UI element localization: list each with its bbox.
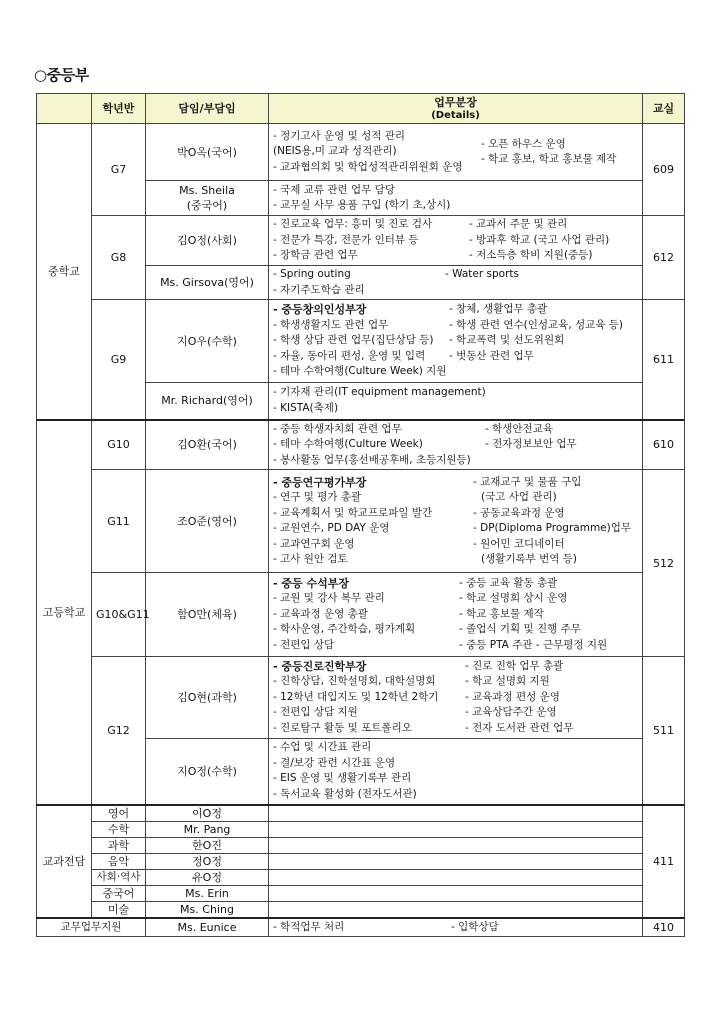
- subject-cell: 음악: [92, 853, 146, 869]
- duty-line: - 중등 PTA 주관 - 근무평정 지원: [459, 638, 608, 651]
- duty-line: - Water sports: [445, 268, 519, 280]
- duty-line-head: - 중등 수석부장: [273, 576, 349, 590]
- duty-line: - 고사 원안 검토: [273, 553, 348, 565]
- grade-cell: G11: [92, 470, 146, 573]
- duty-line: - 전편입 상담: [273, 638, 335, 651]
- duty-cell: [269, 885, 643, 901]
- duty-line: - 진로탐구 활동 및 포트폴리오: [273, 721, 412, 734]
- subject-cell: 영어: [92, 805, 146, 822]
- duty-line: - 교원연수, PD DAY 운영: [273, 522, 390, 534]
- duty-line: - 기자재 관리(IT equipment management): [273, 386, 486, 399]
- duty-line: - 테마 수학여행(Culture Week) 지원: [273, 365, 447, 378]
- table-row: [37, 869, 685, 885]
- teacher-cell: [146, 181, 269, 216]
- duty-line: - 학적업무 처리: [273, 920, 345, 933]
- duty-cell: [269, 383, 643, 420]
- duty-line: - 학생 관련 연수(인성교육, 성교육 등): [449, 318, 624, 331]
- duty-cell: [269, 837, 643, 853]
- subject-cell: 과학: [92, 837, 146, 853]
- teacher-cell: 김O환(국어): [146, 420, 269, 470]
- table-row: [37, 918, 685, 937]
- table-header-row: [37, 94, 685, 124]
- duty-line: - 수업 및 시간표 관리: [273, 741, 372, 754]
- room-cell: 411: [643, 805, 685, 918]
- room-cell: 612: [643, 216, 685, 300]
- duty-cell: [269, 573, 643, 657]
- header-blank: [37, 94, 92, 124]
- duty-line: - 국제 교류 관련 업무 담당: [273, 183, 395, 196]
- grade-cell: G7: [92, 124, 146, 216]
- duty-line: - 학생 상담 관련 업무(집단상담 등): [273, 334, 434, 347]
- table-row: [37, 420, 685, 470]
- duty-cell: [269, 805, 643, 822]
- room-cell: 410: [643, 918, 685, 937]
- header-teacher: 담임/부담임: [146, 94, 269, 124]
- duty-cell: [269, 869, 643, 885]
- teacher-cell: 조O준(영어): [146, 470, 269, 573]
- grade-cell: G9: [92, 300, 146, 420]
- duty-line: - 입학상담: [451, 920, 499, 933]
- duty-line: - Spring outing: [273, 268, 351, 280]
- duty-line: (생활기록부 번역 등): [481, 553, 578, 565]
- duty-line: - 전문가 특강, 전문가 인터뷰 등: [273, 233, 419, 246]
- teacher-subject: (중국어): [186, 199, 228, 212]
- duty-line: (NEIS용,미 교과 성적관리): [273, 145, 397, 158]
- duty-line: - 교육과정 운영 총괄: [273, 607, 368, 620]
- grade-cell: G10: [92, 420, 146, 470]
- teacher-cell: Ms. Girsova(영어): [146, 266, 269, 300]
- duty-line: - DP(Diploma Programme)업무: [473, 522, 632, 534]
- duty-line: - 학생안전교육: [485, 422, 553, 435]
- duty-line: - 전자정보보안 업무: [485, 438, 577, 450]
- table-row: [37, 837, 685, 853]
- table-row: [37, 573, 685, 657]
- duty-line: - 저소득층 학비 지원(중등): [469, 249, 593, 262]
- teacher-cell: 김O정(사회): [146, 216, 269, 266]
- duty-line-head: - 중등진로진학부장: [273, 659, 367, 673]
- duty-cell: [269, 739, 643, 805]
- duty-line: - 오픈 하우스 운영: [481, 137, 566, 150]
- table-row: [37, 821, 685, 837]
- room-cell: 512: [643, 470, 685, 657]
- header-duty-main: 업무분장: [434, 96, 477, 109]
- org-table: [36, 93, 685, 937]
- duty-line: - 벗동산 관련 업무: [449, 349, 534, 362]
- header-duty-sub: (Details): [431, 110, 480, 121]
- section-middle: 중학교: [37, 124, 92, 420]
- teacher-name: Ms. Sheila: [179, 184, 235, 197]
- duty-line: - 학교폭력 및 선도위원회: [449, 334, 565, 347]
- duty-cell: [269, 821, 643, 837]
- header-grade: 학년반: [92, 94, 146, 124]
- subject-cell: 사회·역사: [92, 869, 146, 885]
- duty-cell: [269, 420, 643, 470]
- duty-line: - 교과연구회 운영: [273, 537, 355, 550]
- duty-line: - 학사운영, 주간학습, 평가계획: [273, 623, 416, 636]
- teacher-cell: Ms. Eunice: [146, 918, 269, 937]
- duty-cell: [269, 124, 643, 181]
- teacher-cell: 박O옥(국어): [146, 124, 269, 181]
- teacher-cell: 함O만(체육): [146, 573, 269, 657]
- duty-line: - 자율, 동아리 편성, 운영 및 입력: [273, 349, 426, 362]
- room-cell: 611: [643, 300, 685, 420]
- header-room: 교실: [643, 94, 685, 124]
- duty-line: - 전편입 상담 지원: [273, 706, 358, 719]
- duty-cell: [269, 266, 643, 300]
- table-row: [37, 885, 685, 901]
- duty-line: - 학생생활지도 관련 업무: [273, 318, 389, 331]
- duty-line: (국고 사업 관리): [481, 491, 557, 503]
- duty-line: - 학교 설명회 지원: [465, 675, 550, 688]
- duty-line: - 학교 설명회 상시 운영: [459, 592, 568, 605]
- duty-line: - 교육상담주간 운영: [465, 706, 557, 719]
- duty-line: - 독서교육 활성화 (전자도서관): [273, 787, 417, 800]
- section-subject: 교과전담: [37, 805, 92, 918]
- duty-line: - 공동교육과정 운영: [473, 506, 565, 519]
- duty-line: - 자기주도학습 관리: [273, 283, 365, 296]
- duty-cell: [269, 470, 643, 573]
- duty-cell: [269, 901, 643, 918]
- grade-cell: G8: [92, 216, 146, 300]
- duty-cell: [269, 300, 643, 383]
- duty-line: - 정기고사 운영 및 성적 관리: [273, 129, 406, 142]
- room-cell: 609: [643, 124, 685, 216]
- duty-line: - 결/보강 관련 시간표 운영: [273, 756, 396, 769]
- duty-cell: [269, 657, 643, 739]
- teacher-cell: 지O우(수학): [146, 300, 269, 383]
- duty-line: - EIS 운영 및 생활기록부 관리: [273, 772, 412, 785]
- section-high: 고등학교: [37, 420, 92, 805]
- duty-cell: [269, 853, 643, 869]
- room-cell: 610: [643, 420, 685, 470]
- teacher-cell: 이O정: [146, 805, 269, 822]
- duty-line: - 학교 홍보물 제작: [459, 607, 544, 620]
- duty-line: - 교육계획서 및 학교프로파일 발간: [273, 506, 433, 519]
- duty-line: - 창체, 생활업무 총괄: [449, 303, 548, 316]
- header-duty: [269, 94, 643, 124]
- duty-line: - 중등 교육 활동 총괄: [459, 576, 558, 589]
- table-row: [37, 470, 685, 573]
- room-cell: 511: [643, 657, 685, 805]
- duty-line: - 교무실 사무 용품 구입 (학기 초,상시): [273, 199, 451, 211]
- duty-line: - 학교 홍보, 학교 홍보물 제작: [481, 153, 617, 165]
- teacher-cell: 한O진: [146, 837, 269, 853]
- subject-cell: 미술: [92, 901, 146, 918]
- duty-line: - 봉사활동 업무(홍선배공후배, 초등지원등): [273, 453, 471, 466]
- duty-line: - 연구 및 평가 총괄: [273, 491, 362, 503]
- grade-cell: G12: [92, 657, 146, 805]
- teacher-cell: 김O현(과학): [146, 657, 269, 739]
- duty-line: - KISTA(축제): [273, 401, 339, 414]
- subject-cell: 수학: [92, 821, 146, 837]
- teacher-cell: 지O정(수학): [146, 739, 269, 805]
- duty-cell: [269, 918, 643, 937]
- duty-line: - 12학년 대입지도 및 12학년 2학기: [273, 690, 439, 703]
- duty-line: - 전자 도서관 관련 업무: [465, 721, 574, 734]
- teacher-cell: Ms. Erin: [146, 885, 269, 901]
- duty-line: - 교재교구 및 물품 구입: [473, 475, 582, 488]
- section-admin: 교무업무지원: [37, 918, 146, 937]
- teacher-cell: 유O정: [146, 869, 269, 885]
- duty-line: - 교과협의회 및 학업성적관리위원회 운영: [273, 160, 463, 173]
- duty-line: - 교원 및 강사 복무 관리: [273, 592, 385, 605]
- page-title: ○중등부: [34, 66, 89, 84]
- grade-cell: G10&G11: [92, 573, 146, 657]
- duty-line: - 교육과정 편성 운영: [465, 690, 560, 703]
- duty-line: - 진학상담, 진학설명회, 대학설명회: [273, 675, 436, 688]
- duty-line: - 장학금 관련 업무: [273, 249, 358, 262]
- duty-line: - 원어민 코디네이터: [473, 537, 565, 550]
- teacher-cell: 정O정: [146, 853, 269, 869]
- table-row: [37, 216, 685, 266]
- teacher-cell: Mr. Pang: [146, 821, 269, 837]
- teacher-cell: Ms. Ching: [146, 901, 269, 918]
- table-row: [37, 853, 685, 869]
- teacher-cell: Mr. Richard(영어): [146, 383, 269, 420]
- subject-cell: 중국어: [92, 885, 146, 901]
- table-row: [37, 901, 685, 918]
- duty-line: - 테마 수학여행(Culture Week): [273, 438, 423, 450]
- table-row: [37, 300, 685, 383]
- table-row: [37, 805, 685, 822]
- duty-line: - 진로 진학 업무 총괄: [465, 659, 564, 672]
- duty-line: - 교과서 주문 및 관리: [469, 218, 568, 231]
- duty-line: - 방과후 학교 (국고 사업 관리): [469, 233, 610, 246]
- duty-cell: [269, 181, 643, 216]
- duty-line-head: - 중등연구평가부장: [273, 475, 367, 489]
- table-row: [37, 124, 685, 181]
- duty-cell: [269, 216, 643, 266]
- table-row: [37, 657, 685, 739]
- duty-line: - 졸업식 기획 및 진행 주무: [459, 623, 581, 636]
- duty-line: - 중등 학생자치회 관련 업무: [273, 422, 402, 435]
- duty-line: - 진로교육 업무: 흥미 및 진로 검사: [273, 218, 433, 231]
- duty-line-head: - 중등창의인성부장: [273, 303, 367, 317]
